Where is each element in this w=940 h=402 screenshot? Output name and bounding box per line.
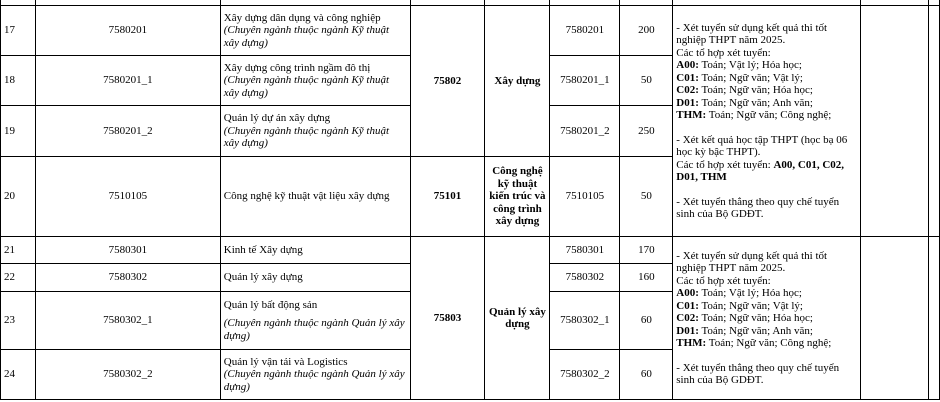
requirement-intro: - Xét tuyển sử dụng kết quả thi tốt nghiệp THPT năm 2025.: [676, 21, 828, 46]
row-number: 19: [1, 106, 36, 157]
major-note: (Chuyên ngành thuộc ngành Quản lý xây dựng): [223, 368, 405, 393]
major-name: Công nghệ kỹ thuật vật liệu xây dựng: [223, 190, 390, 203]
combo-subjects: Toán; Ngữ văn; Công nghệ;: [706, 109, 832, 121]
major-name-cell: [220, 350, 410, 400]
combo-code: C01:: [676, 299, 699, 312]
major-note: (Chuyên ngành thuộc ngành Kỹ thuật xây dựng): [223, 124, 390, 150]
combo-subjects: Toán; Ngữ văn; Anh văn;: [698, 96, 813, 109]
major-code: 7580201_1: [35, 56, 220, 106]
combo-code: C02:: [676, 84, 699, 96]
quota: 60: [620, 292, 673, 350]
major-code: 7580201_2: [35, 106, 220, 157]
major-note: (Chuyên ngành thuộc ngành Quản lý xây dựng): [223, 317, 405, 342]
combo-code: D01:: [676, 96, 699, 109]
combo-subjects: Toán; Ngữ văn; Hóa học;: [698, 84, 813, 96]
major-note: (Chuyên ngành thuộc ngành Kỹ thuật xây dựng): [223, 24, 390, 49]
combo-subjects: Toán; Ngữ văn; Vật lý;: [698, 299, 803, 312]
major-name: Kinh tế Xây dựng: [223, 243, 303, 256]
major-code-2: 7580302: [550, 264, 620, 292]
combo-line: [676, 312, 857, 325]
blank-cell: [928, 6, 939, 237]
row-number: 20: [1, 157, 36, 237]
combo-line: [676, 59, 857, 72]
major-name-cell: [220, 264, 410, 292]
requirement-direct: - Xét tuyển thẳng theo quy chế tuyển sinh của Bộ GDĐT.: [676, 195, 840, 220]
major-code: 7580201: [35, 6, 220, 56]
requirement-combo-title: Các tổ hợp xét tuyển:: [676, 46, 771, 59]
quota: 170: [620, 237, 673, 264]
requirement-combo-title: Các tổ hợp xét tuyển:: [676, 274, 771, 287]
combo-line: [676, 337, 857, 350]
quota: 250: [620, 106, 673, 157]
quota: 160: [620, 264, 673, 292]
row-number: 18: [1, 56, 36, 106]
combo-subjects: Toán; Ngữ văn; Anh văn;: [698, 324, 813, 337]
requirement-transcript-combos: [676, 159, 857, 184]
group-code: 75802: [410, 6, 485, 157]
major-name: Quản lý vận tải và Logistics: [223, 355, 348, 368]
table-row: [1, 6, 940, 56]
major-name-cell: [220, 56, 410, 106]
combo-subjects: Toán; Ngữ văn; Vật lý;: [698, 71, 803, 84]
combo-line: [676, 84, 857, 97]
combo-code: A00:: [676, 287, 699, 299]
combo-prefix: Các tổ hợp xét tuyển:: [676, 158, 774, 171]
combo-line: [676, 300, 857, 313]
major-name-cell: [220, 157, 410, 237]
group-name: Xây dựng: [485, 6, 550, 157]
combo-codes: A00, C01, C02, D01, THM: [676, 158, 845, 183]
group-code: 75803: [410, 237, 485, 400]
major-name: Quản lý xây dựng: [223, 271, 303, 284]
major-code-2: 7580201_2: [550, 106, 620, 157]
blank-cell: [861, 237, 929, 400]
combo-line: [676, 72, 857, 85]
combo-code: THM:: [676, 109, 707, 121]
combo-code: THM:: [676, 337, 707, 349]
major-code-2: 7510105: [550, 157, 620, 237]
blank-cell: [861, 6, 929, 237]
major-name-cell: [220, 106, 410, 157]
combo-subjects: Toán; Ngữ văn; Công nghệ;: [706, 337, 832, 349]
combo-code: D01:: [676, 324, 699, 337]
quota: 60: [620, 350, 673, 400]
blank-cell: [928, 237, 939, 400]
combo-line: [676, 287, 857, 300]
major-name-cell: [220, 292, 410, 350]
major-note: (Chuyên ngành thuộc ngành Kỹ thuật xây dựng): [223, 74, 390, 99]
major-name: Quản lý bất động sản: [223, 298, 318, 311]
major-code-2: 7580301: [550, 237, 620, 264]
combo-code: C02:: [676, 312, 699, 324]
quota: 200: [620, 6, 673, 56]
row-number: 21: [1, 237, 36, 264]
combo-line: [676, 325, 857, 338]
row-number: 23: [1, 292, 36, 350]
row-number: 17: [1, 6, 36, 56]
combo-code: A00:: [676, 59, 699, 71]
major-code: 7580302: [35, 264, 220, 292]
requirement-transcript: - Xét kết quả học tập THPT (học bạ 06 học kỳ bậc THPT).: [676, 133, 848, 158]
group-code: 75101: [410, 157, 485, 237]
combo-line: [676, 97, 857, 110]
major-code-2: 7580302_2: [550, 350, 620, 400]
major-code: 7580302_1: [35, 292, 220, 350]
major-code: 7510105: [35, 157, 220, 237]
group-name: Quản lý xây dựng: [485, 237, 550, 400]
requirement-intro: - Xét tuyển sử dụng kết quả thi tốt nghiệp THPT năm 2025.: [676, 249, 828, 274]
combo-subjects: Toán; Vật lý; Hóa học;: [698, 59, 802, 71]
requirements-cell: [673, 6, 861, 237]
major-name: Quản lý dự án xây dựng: [223, 112, 331, 125]
major-name: Xây dựng công trình ngầm đô thị: [223, 61, 371, 74]
requirement-direct: - Xét tuyển thẳng theo quy chế tuyển sinh của Bộ GDĐT.: [676, 361, 840, 386]
major-name-cell: [220, 6, 410, 56]
requirements-cell: [673, 237, 861, 400]
major-code: 7580302_2: [35, 350, 220, 400]
major-code-2: 7580302_1: [550, 292, 620, 350]
combo-subjects: Toán; Ngữ văn; Hóa học;: [698, 312, 813, 324]
combo-code: C01:: [676, 71, 699, 84]
major-code-2: 7580201: [550, 6, 620, 56]
major-code: 7580301: [35, 237, 220, 264]
row-number: 24: [1, 350, 36, 400]
group-name: Công nghệ kỹ thuật kiến trúc và công trình xây dựng: [485, 157, 550, 237]
combo-subjects: Toán; Vật lý; Hóa học;: [698, 287, 802, 299]
combo-line: [676, 109, 857, 122]
major-code-2: 7580201_1: [550, 56, 620, 106]
quota: 50: [620, 56, 673, 106]
table-row: [1, 237, 940, 264]
row-number: 22: [1, 264, 36, 292]
major-name-cell: [220, 237, 410, 264]
major-name: Xây dựng dân dụng và công nghiệp: [223, 11, 381, 24]
quota: 50: [620, 157, 673, 237]
